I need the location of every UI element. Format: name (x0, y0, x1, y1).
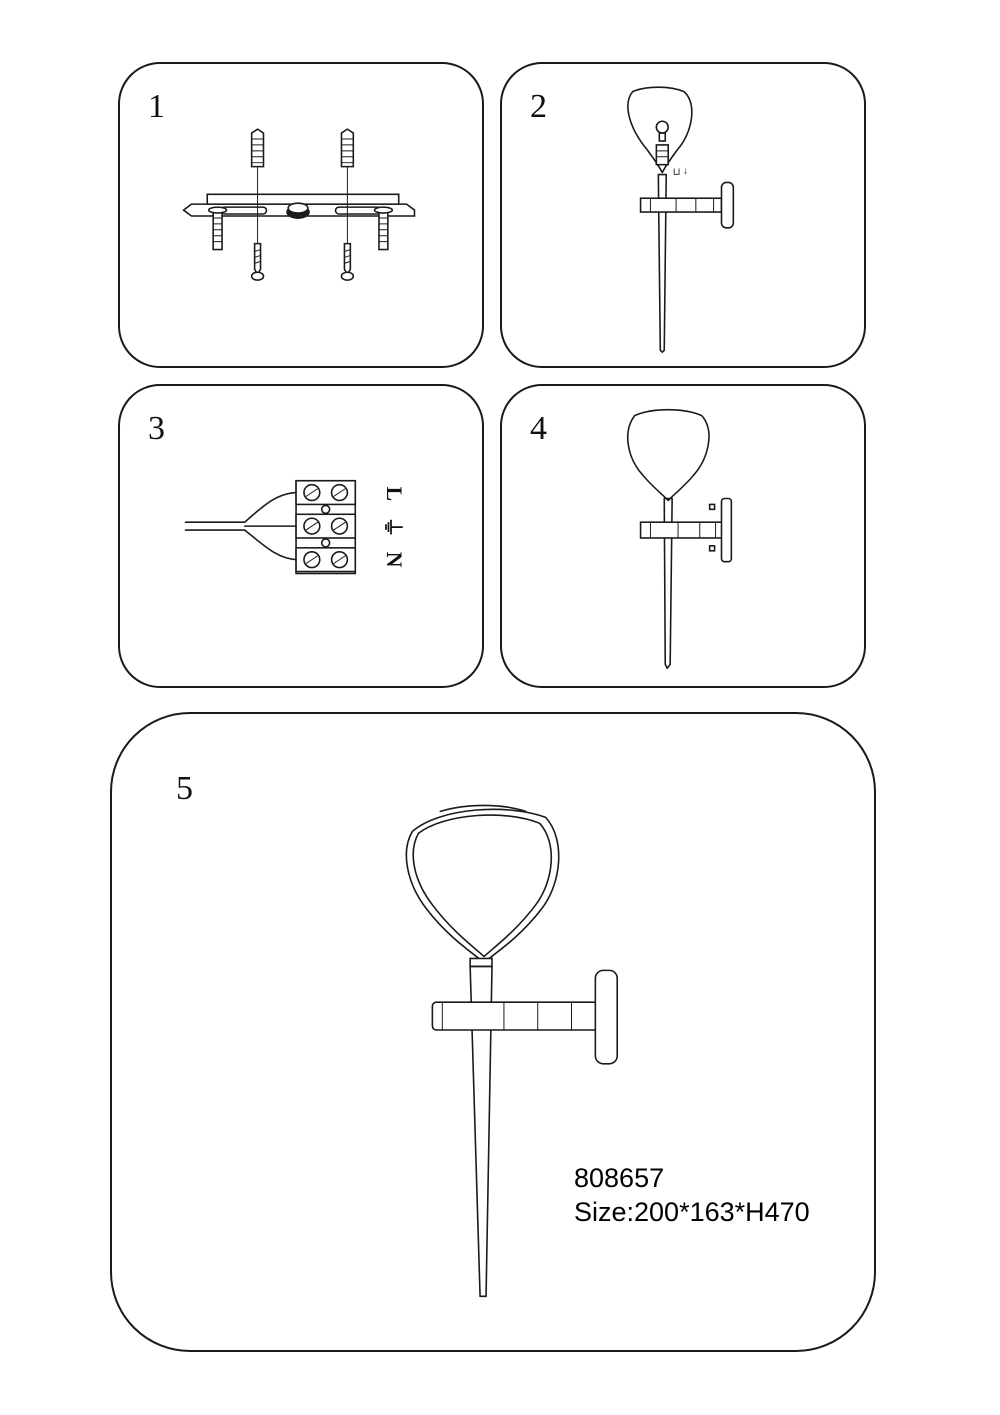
step-3-number: 3 (148, 410, 165, 447)
size-specification: Size:200*163*H470 (574, 1197, 810, 1227)
step-5-number: 5 (176, 770, 193, 807)
step-4-number: 4 (530, 410, 547, 447)
step-1-panel (118, 62, 484, 368)
step-5-panel (110, 712, 876, 1352)
step-2-panel (500, 62, 866, 368)
svg-text:↑ ⊓: ↑ ⊓ (672, 165, 688, 177)
step-2-number: 2 (530, 88, 547, 125)
step-1-number: 1 (148, 88, 165, 125)
step-3-panel (118, 384, 484, 688)
neutral-label: N (381, 551, 406, 568)
step-4-panel (500, 384, 866, 688)
wall-mounting-illustration (502, 386, 864, 686)
finished-lamp-illustration (112, 714, 874, 1350)
live-label: L (381, 486, 406, 502)
model-number: 808657 (574, 1163, 665, 1193)
terminal-block (296, 481, 355, 574)
mounting-plate-illustration (120, 64, 482, 366)
bulb-installation-illustration (502, 64, 864, 366)
wiring-diagram (120, 386, 482, 686)
earth-symbol: ⏚ (379, 516, 404, 538)
